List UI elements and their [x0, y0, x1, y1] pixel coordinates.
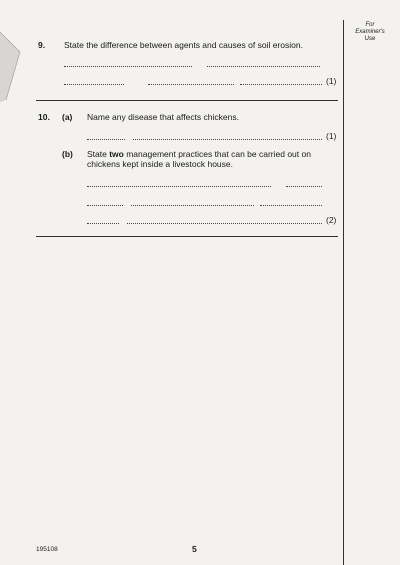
answer-line-10b-2c[interactable]: [260, 197, 322, 206]
question-9-number: 9.: [38, 40, 46, 50]
answer-line-9-1b[interactable]: [207, 58, 320, 67]
answer-line-9-1a[interactable]: [64, 58, 192, 67]
question-10b-mark: (2): [326, 215, 337, 225]
examiner-use-label: For Examiner's Use: [355, 22, 385, 42]
section-divider-2: [36, 236, 338, 237]
question-9-mark: (1): [326, 76, 337, 86]
paper-code: 195108: [36, 546, 58, 553]
answer-line-10b-2b[interactable]: [131, 197, 254, 206]
answer-line-9-2b[interactable]: [148, 76, 234, 85]
answer-line-10b-1b[interactable]: [286, 178, 322, 187]
question-10a-label: (a): [62, 112, 73, 122]
section-divider-1: [36, 100, 338, 101]
emphasis-two: two: [109, 149, 124, 159]
page-number: 5: [192, 544, 197, 554]
question-10b-text: State two management practices that can be carried out on chickens kept inside a livestock house.: [87, 149, 311, 169]
answer-line-10b-1a[interactable]: [87, 178, 271, 187]
answer-line-9-2c[interactable]: [240, 76, 322, 85]
question-10-number: 10.: [38, 112, 50, 122]
answer-line-10b-2a[interactable]: [87, 197, 123, 206]
answer-line-10b-3b[interactable]: [127, 215, 322, 224]
answer-line-10a-a[interactable]: [87, 131, 125, 140]
question-10a-mark: (1): [326, 131, 337, 141]
answer-line-9-2a[interactable]: [64, 76, 124, 85]
examiner-margin-rule: [343, 20, 344, 565]
answer-line-10b-3a[interactable]: [87, 215, 119, 224]
question-9-text: State the difference between agents and causes of soil erosion.: [64, 40, 303, 50]
question-10b-label: (b): [62, 149, 73, 159]
answer-line-10a-b[interactable]: [133, 131, 322, 140]
page-fold-mark: [0, 32, 22, 102]
question-10a-text: Name any disease that affects chickens.: [87, 112, 239, 122]
